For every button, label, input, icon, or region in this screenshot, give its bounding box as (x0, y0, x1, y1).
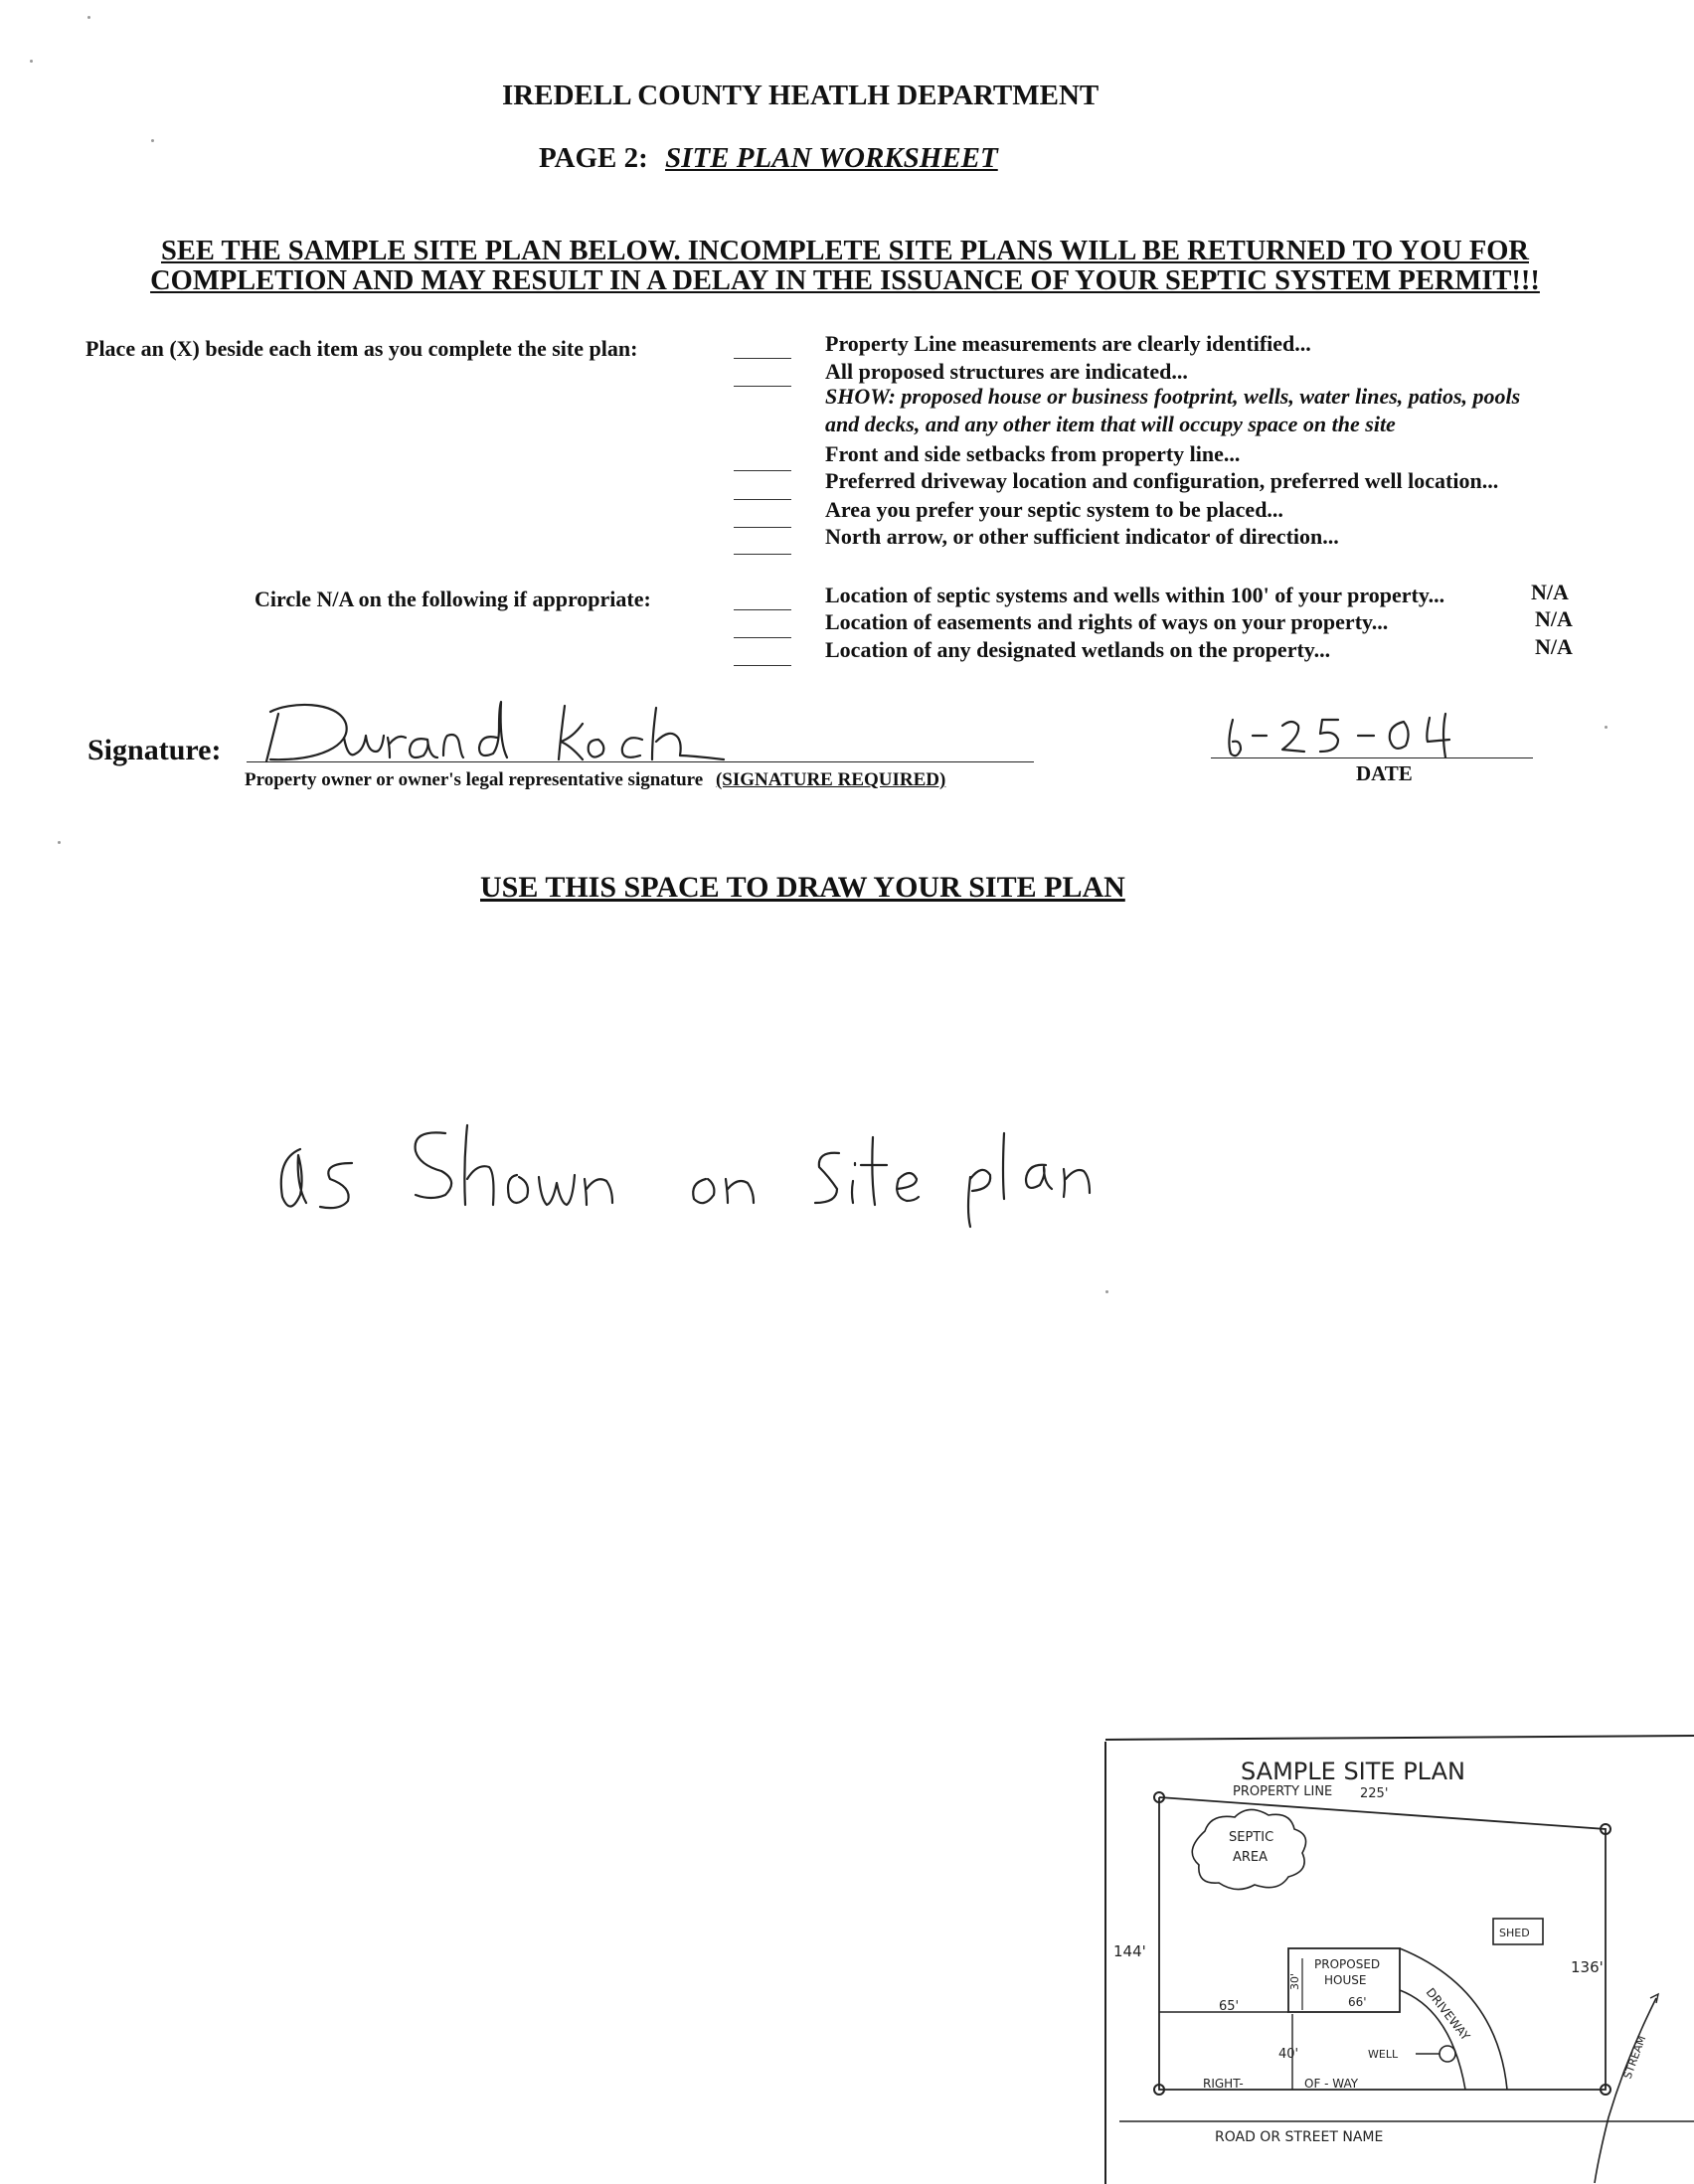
checklist-item-8: North arrow, or other sufficient indicator of direction... (825, 524, 1339, 549)
scan-speck (1105, 1290, 1108, 1293)
na-item-1: Location of septic systems and wells within 100' of your property... (825, 583, 1445, 607)
checkbox-blank-6[interactable] (734, 554, 791, 555)
checkbox-blank-5[interactable] (734, 527, 791, 528)
shed-label: SHED (1499, 1927, 1530, 1939)
road-name-label: ROAD OR STREET NAME (1215, 2129, 1384, 2145)
house-depth: 30' (1288, 1972, 1301, 1990)
driveway-label: DRIVEWAY (1423, 1985, 1473, 2044)
front-setback-label: 40' (1278, 2047, 1299, 2062)
worksheet-heading (539, 142, 998, 175)
checkbox-blank-2[interactable] (734, 386, 791, 387)
worksheet-title: SITE PLAN WORKSHEET (665, 142, 998, 174)
property-boundary (1159, 1797, 1606, 2090)
na-option-2[interactable]: N/A (1535, 606, 1573, 631)
property-line-label: PROPERTY LINE (1233, 1784, 1333, 1799)
scan-speck (151, 139, 154, 142)
side-setback-label: 65' (1219, 1999, 1240, 2014)
sample-plan-title: SAMPLE SITE PLAN (1241, 1758, 1465, 1785)
septic-label-1: SEPTIC (1229, 1830, 1274, 1845)
checklist-item-6: Preferred driveway location and configuration, preferred well location... (825, 468, 1499, 493)
checklist-instruction: Place an (X) beside each item as you complete the site plan: (85, 336, 638, 361)
well-circle (1440, 2046, 1455, 2062)
date-label: DATE (1356, 761, 1413, 785)
checklist-item-1: Property Line measurements are clearly identified... (825, 331, 1311, 356)
handwritten-date (1219, 704, 1487, 765)
na-blank-3[interactable] (734, 665, 791, 666)
stream-line (1595, 1998, 1656, 2183)
property-line-length: 225' (1360, 1786, 1389, 1801)
na-instruction: Circle N/A on the following if appropriate: (254, 587, 651, 611)
department-title: IREDELL COUNTY HEATLH DEPARTMENT (502, 80, 1100, 111)
right-of-way-label-1: RIGHT- (1203, 2077, 1244, 2091)
handwritten-note (268, 1119, 1103, 1229)
septic-label-2: AREA (1233, 1850, 1269, 1865)
date-line[interactable] (1211, 757, 1533, 758)
na-blank-2[interactable] (734, 637, 791, 638)
na-option-1[interactable]: N/A (1531, 580, 1569, 604)
checklist-item-3: SHOW: proposed house or business footprint, wells, water lines, patios, pools (825, 384, 1521, 409)
scan-speck (1605, 726, 1608, 729)
na-blank-1[interactable] (734, 609, 791, 610)
right-side-length: 136' (1571, 1958, 1604, 1976)
signature-note (245, 769, 945, 791)
checkbox-blank-1[interactable] (734, 358, 791, 359)
signature-note-text: Property owner or owner's legal representative signature (245, 769, 704, 790)
na-item-2: Location of easements and rights of ways on your property... (825, 609, 1389, 634)
house-label-2: HOUSE (1324, 1973, 1367, 1987)
stream-label: STREAM (1620, 2034, 1649, 2082)
scan-speck (87, 16, 90, 19)
warning-line-2: COMPLETION AND MAY RESULT IN A DELAY IN THE ISSUANCE OF YOUR SEPTIC SYSTEM PERMIT!!! (150, 265, 1540, 296)
checkbox-blank-3[interactable] (734, 470, 791, 471)
warning-line-1: SEE THE SAMPLE SITE PLAN BELOW. INCOMPLETE SITE PLANS WILL BE RETURNED TO YOU FOR (160, 236, 1529, 266)
scan-speck (30, 60, 33, 63)
checkbox-blank-4[interactable] (734, 499, 791, 500)
signature-required: (SIGNATURE REQUIRED) (715, 769, 946, 790)
signature-line[interactable] (247, 761, 1034, 762)
checklist-item-4: and decks, and any other item that will occupy space on the site (825, 412, 1396, 436)
house-width: 66' (1348, 1995, 1367, 2009)
plan-frame-top (1105, 1736, 1694, 1740)
sample-site-plan (1094, 1730, 1694, 2184)
scan-speck (58, 841, 61, 844)
checklist-item-2: All proposed structures are indicated... (825, 359, 1188, 384)
house-label-1: PROPOSED (1314, 1957, 1381, 1971)
well-label: WELL (1368, 2048, 1399, 2061)
page-label: PAGE 2: (539, 142, 648, 174)
signature-label: Signature: (87, 734, 222, 766)
right-of-way-label-2: OF - WAY (1304, 2077, 1359, 2091)
na-option-3[interactable]: N/A (1535, 634, 1573, 659)
na-item-3: Location of any designated wetlands on the property... (825, 637, 1331, 662)
checklist-item-7: Area you prefer your septic system to be placed... (825, 497, 1283, 522)
checklist-item-5: Front and side setbacks from property line... (825, 441, 1241, 466)
left-side-length: 144' (1113, 1942, 1146, 1960)
draw-site-plan-heading: USE THIS SPACE TO DRAW YOUR SITE PLAN (480, 871, 1125, 904)
